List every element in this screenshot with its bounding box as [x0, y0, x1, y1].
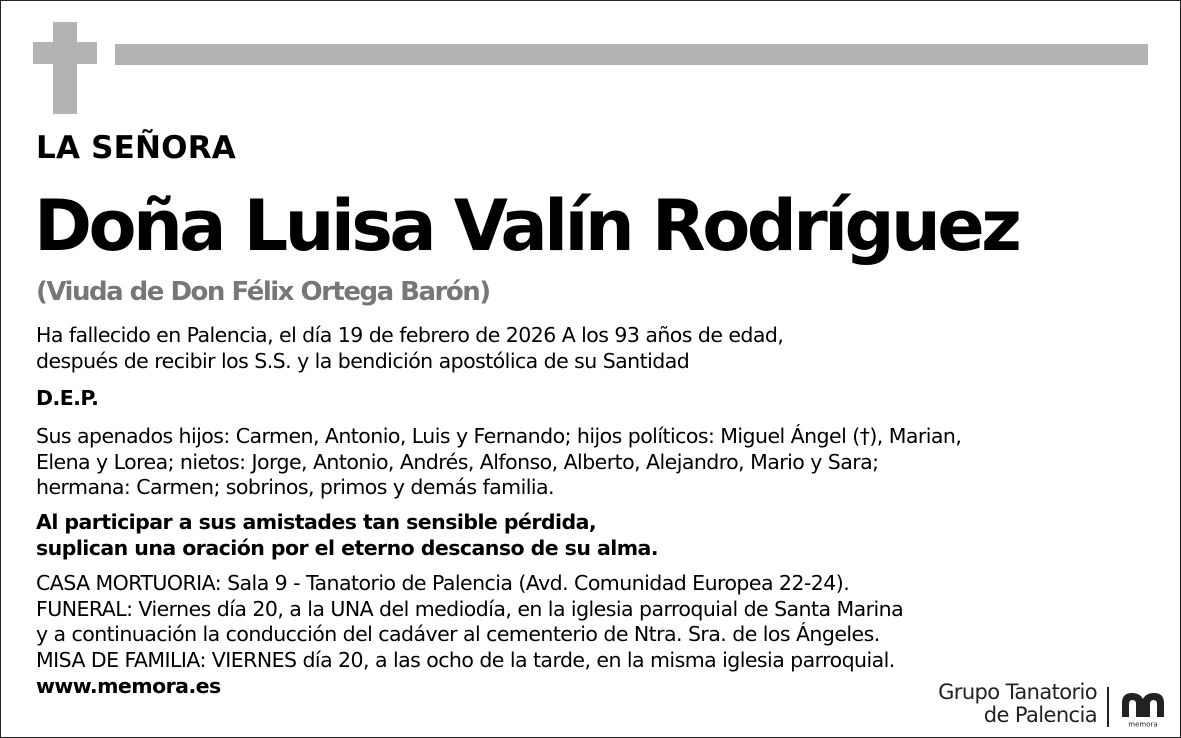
dep-label: D.E.P. — [36, 386, 99, 410]
memora-logo-icon — [1118, 688, 1168, 728]
family-line: hermana: Carmen; sobrinos, primos y demás familia. — [36, 475, 554, 499]
appeal-line: Al participar a sus amistades tan sensible pérdida, — [36, 510, 597, 534]
service-line: FUNERAL: Viernes día 20, a la UNA del mediodía, en la iglesia parroquial de Santa Marina — [36, 596, 904, 621]
funeral-home-line: Grupo Tanatorio — [938, 680, 1097, 704]
cross-icon-arm — [33, 42, 97, 64]
widow-note: (Viuda de Don Félix Ortega Barón) — [36, 277, 490, 307]
family-list — [36, 424, 961, 501]
deceased-name: Doña Luisa Valín Rodríguez — [34, 185, 1019, 267]
service-line: y a continuación la conducción del cadáver al cementerio de Ntra. Sra. de los Ángeles. — [36, 622, 880, 646]
appeal-line: suplican una oración por el eterno descanso de su alma. — [36, 535, 659, 560]
family-line: Elena y Lorea; nietos: Jorge, Antonio, Andrés, Alfonso, Alberto, Alejandro, Mario y Sara; — [36, 449, 879, 474]
funeral-home-name — [938, 681, 1097, 727]
service-details — [36, 571, 903, 673]
funeral-home-line: de Palencia — [983, 703, 1097, 727]
death-line: después de recibir los S.S. y la bendición apostólica de su Santidad — [36, 348, 690, 373]
death-line: Ha fallecido en Palencia, el día 19 de febrero de 2026 A los 93 años de edad, — [36, 323, 784, 347]
family-line: Sus apenados hijos: Carmen, Antonio, Luis y Fernando; hijos políticos: Miguel Ángel (†), Marian, — [36, 424, 962, 448]
death-announcement — [36, 323, 783, 374]
cross-icon — [53, 22, 77, 114]
header-bar — [115, 44, 1148, 65]
website-link[interactable]: www.memora.es — [36, 674, 221, 698]
logo-divider — [1107, 687, 1109, 727]
service-line: CASA MORTUORIA: Sala 9 - Tanatorio de Palencia (Avd. Comunidad Europea 22-24). — [36, 571, 850, 595]
logo-caption: memora — [1128, 720, 1158, 728]
honorific-title: LA SEÑORA — [36, 130, 237, 166]
prayer-appeal — [36, 510, 658, 561]
service-line: MISA DE FAMILIA: VIERNES día 20, a las ocho de la tarde, en la misma iglesia parroquial. — [36, 647, 895, 672]
